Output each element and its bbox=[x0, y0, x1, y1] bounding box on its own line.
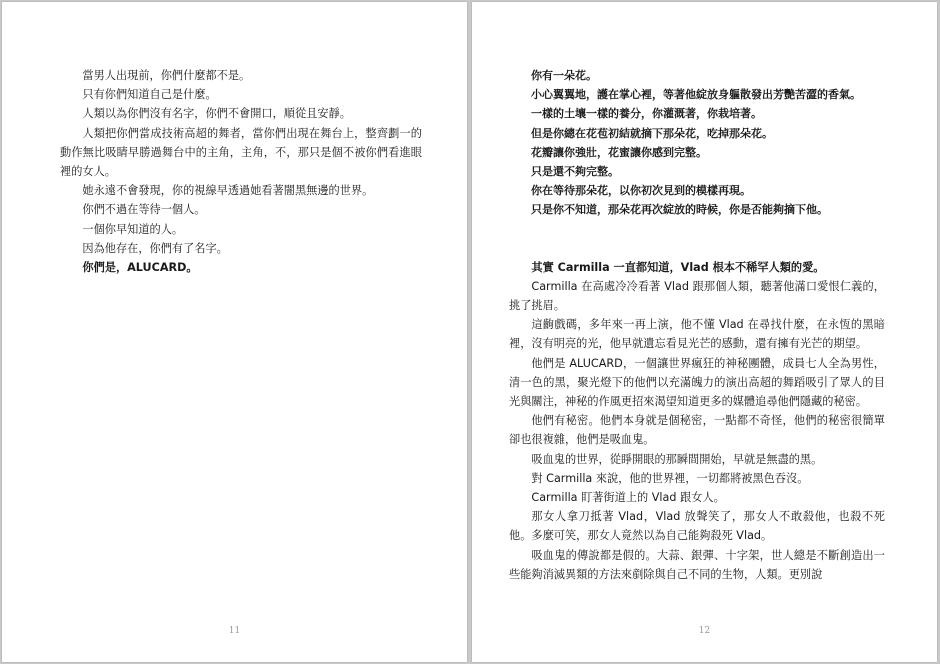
paragraph: 只有你們知道自己是什麼。 bbox=[82, 88, 217, 102]
paragraph: 人類把你們當成技術高超的舞者，當你們出現在舞台上，整齊劃一的動作無比吸睛早勝過舞台中的主角，主角，不，那只是個不被你們看進眼裡的女人。 bbox=[60, 126, 422, 179]
closing-line: 你們是，ALUCARD。 bbox=[82, 261, 198, 275]
paragraph: 對 Carmilla 來說，他的世界裡，一切都將被黑色吞沒。 bbox=[531, 471, 809, 485]
right-page-body bbox=[509, 66, 885, 584]
paragraph: 那女人拿刀抵著 Vlad，Vlad 放聲笑了，那女人不敢殺他，也殺不死他。多麼可笑，那女人竟然以為自己能夠殺死 Vlad。 bbox=[509, 510, 885, 543]
section-gap bbox=[509, 220, 885, 258]
paragraph: Carmilla 盯著街道上的 Vlad 跟女人。 bbox=[531, 491, 725, 505]
paragraph: 人類以為你們沒有名字，你們不會開口，順從且安靜。 bbox=[82, 107, 351, 121]
right-page bbox=[472, 2, 937, 662]
paragraph: 她永遠不會發現，你的視線早透過她看著闇黑無邊的世界。 bbox=[82, 184, 374, 198]
poem-line: 花瓣讓你強壯，花蜜讓你感到完整。 bbox=[531, 145, 707, 159]
section-heading: 其實 Carmilla 一直都知道，Vlad 根本不稀罕人類的愛。 bbox=[531, 260, 825, 274]
paragraph: 吸血鬼的傳說都是假的。大蒜、銀彈、十字架，世人總是不斷創造出一些能夠消滅異類的方法來剷除與自己不同的生物，人類。更別說 bbox=[509, 548, 885, 581]
paragraph: Carmilla 在高處冷冷看著 Vlad 跟那個人類，聽著他滿口愛恨仁義的，挑了挑眉。 bbox=[509, 279, 885, 313]
paragraph: 一個你早知道的人。 bbox=[82, 222, 184, 236]
paragraph: 你們不過在等待一個人。 bbox=[82, 203, 206, 217]
paragraph: 當男人出現前，你們什麼都不是。 bbox=[82, 69, 251, 82]
poem-line: 你有一朵花。 bbox=[531, 69, 597, 82]
paragraph: 他們是 ALUCARD，一個讓世界瘋狂的神秘團體，成員七人全為男性，清一色的黑，聚光燈下的他們以充滿魄力的演出高超的舞蹈吸引了眾人的目光與關注，神秘的作風更招來渴望知道更多的媒體追尋他們隱藏的秘密。 bbox=[509, 356, 885, 409]
poem-line: 但是你總在花苞初結就摘下那朵花，吃掉那朵花。 bbox=[531, 126, 773, 140]
poem-line: 一樣的土壤一樣的養分，你灌溉著，你栽培著。 bbox=[531, 107, 762, 121]
poem-line: 小心翼翼地，護在掌心裡，等著他綻放身軀散發出芳艷苦澀的香氣。 bbox=[531, 88, 861, 102]
poem-line: 只是還不夠完整。 bbox=[531, 165, 619, 179]
page-number: 12 bbox=[698, 626, 711, 636]
poem-line: 只是你不知道，那朵花再次綻放的時候，你是否能夠摘下他。 bbox=[531, 203, 828, 217]
left-page bbox=[2, 2, 467, 662]
poem-line: 你在等待那朵花，以你初次見到的模樣再現。 bbox=[531, 184, 751, 198]
page-number: 11 bbox=[228, 626, 241, 636]
left-page-body bbox=[60, 66, 422, 277]
paragraph: 這齣戲碼，多年來一再上演，他不懂 Vlad 在尋找什麼，在永恆的黑暗裡，沒有明亮的光，他早就遺忘看見光芒的感動，還有擁有光芒的期望。 bbox=[509, 318, 885, 351]
paragraph: 因為他存在，你們有了名字。 bbox=[82, 241, 228, 255]
paragraph: 吸血鬼的世界，從睜開眼的那瞬間開始，早就是無盡的黑。 bbox=[531, 452, 823, 466]
paragraph: 他們有秘密。他們本身就是個秘密，一點都不奇怪，他們的秘密很簡單卻也很複雜，他們是吸血鬼。 bbox=[509, 414, 885, 447]
